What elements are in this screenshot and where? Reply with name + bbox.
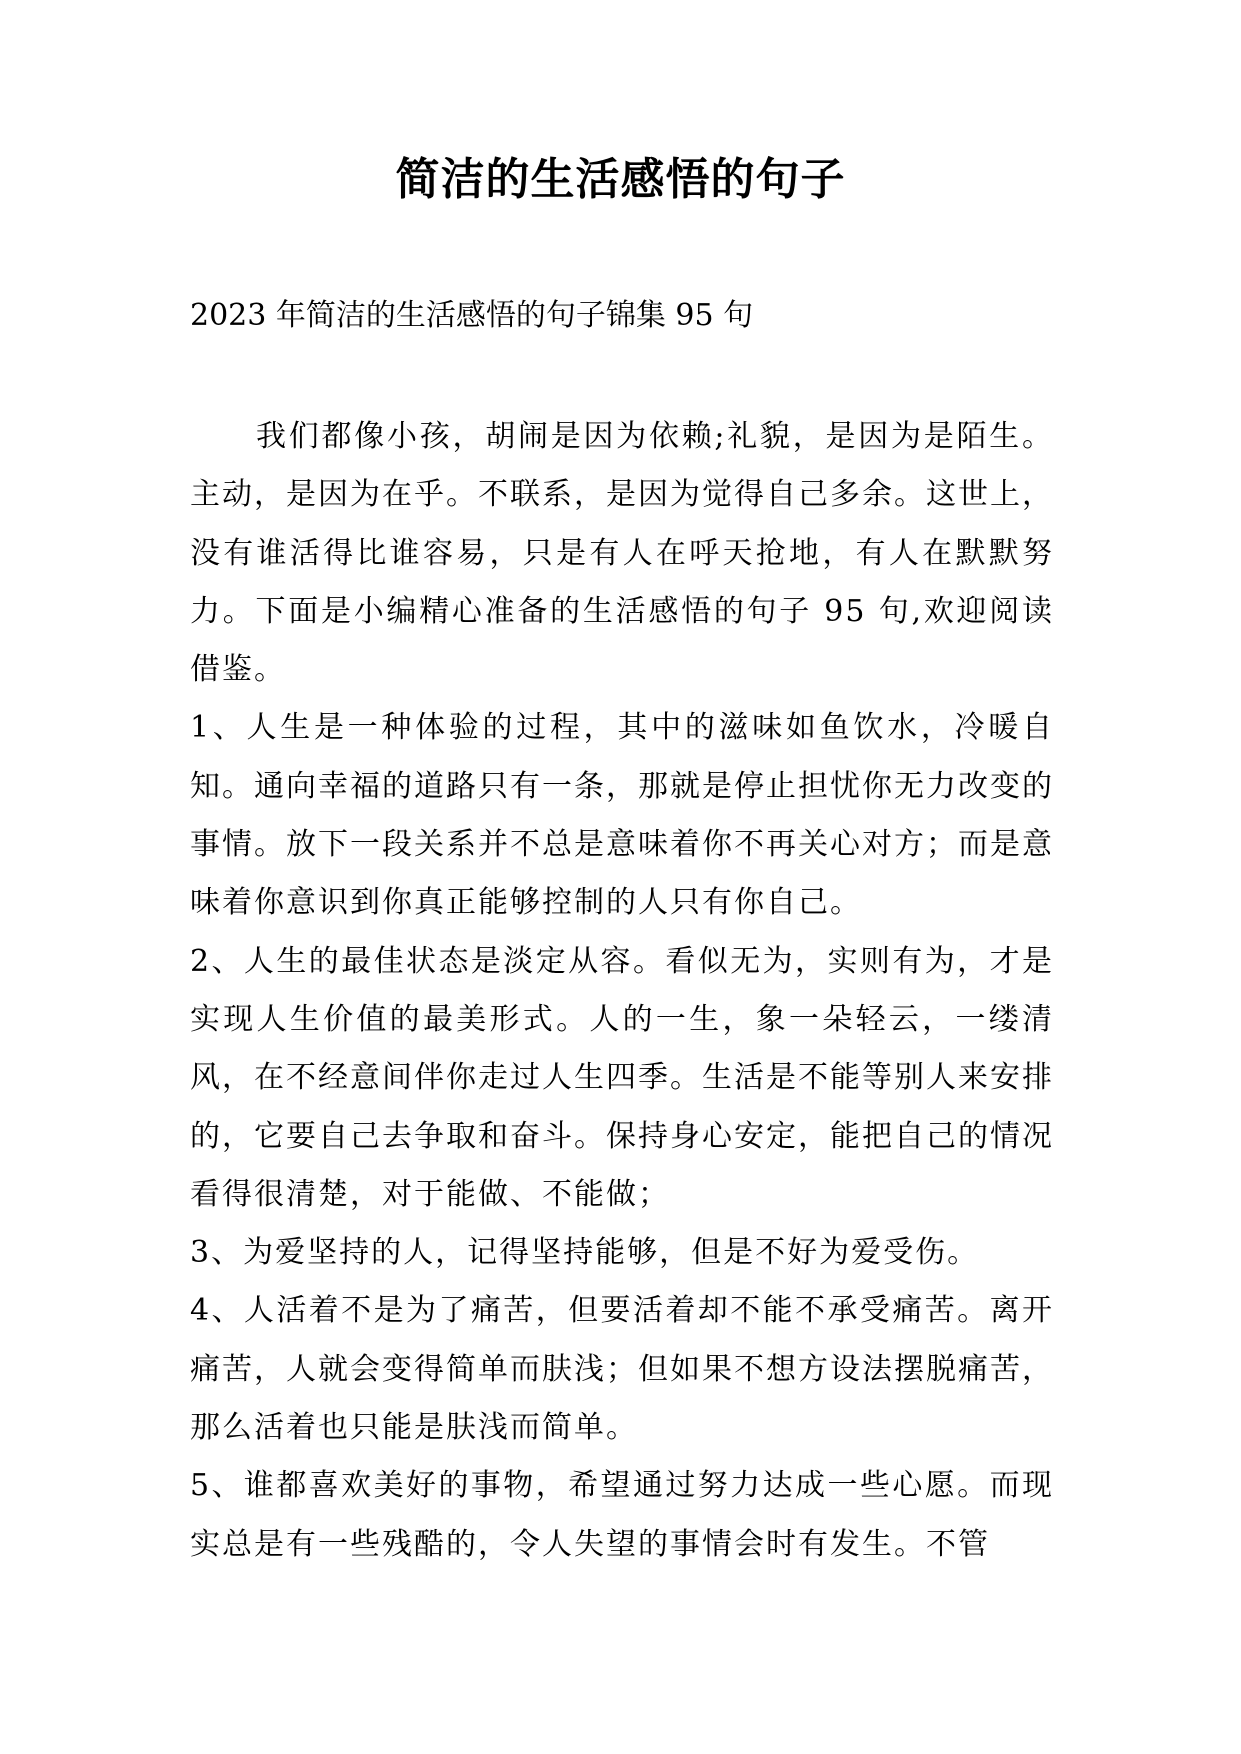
list-item: 5、谁都喜欢美好的事物，希望通过努力达成一些心愿。而现实总是有一些残酷的，令人失望的事情会时有发生。不管 — [190, 1468, 1054, 1562]
document-title: 简洁的生活感悟的句子 — [395, 154, 846, 205]
document-body — [190, 408, 1054, 1574]
list-item: 3、为爱坚持的人，记得坚持能够，但是不好为爱受伤。 — [190, 1235, 980, 1271]
list-item: 2、人生的最佳状态是淡定从容。看似无为，实则有为，才是实现人生价值的最美形式。人的一生，象一朵轻云，一缕清风，在不经意间伴你走过人生四季。生活是不能等别人来安排的，它要自己去争取和奋斗。保持身心安定，能把自己的情况看得很清楚，对于能做、不能做； — [190, 943, 1054, 1212]
list-item: 1、人生是一种体验的过程，其中的滋味如鱼饮水，冷暖自知。通向幸福的道路只有一条，那就是停止担忧你无力改变的事情。放下一段关系并不总是意味着你不再关心对方；而是意味着你意识到你真正能够控制的人只有你自己。 — [190, 710, 1054, 921]
intro-paragraph: 我们都像小孩，胡闹是因为依赖;礼貌，是因为是陌生。主动，是因为在乎。不联系，是因为觉得自己多余。这世上，没有谁活得比谁容易，只是有人在呼天抢地，有人在默默努力。下面是小编精心准备的生活感悟的句子 95 句,欢迎阅读借鉴。 — [190, 419, 1054, 688]
list-item: 4、人活着不是为了痛苦，但要活着却不能不承受痛苦。离开痛苦，人就会变得简单而肤浅；但如果不想方设法摆脱痛苦，那么活着也只能是肤浅而简单。 — [190, 1293, 1054, 1446]
document-subtitle: 2023 年简洁的生活感悟的句子锦集 95 句 — [190, 298, 754, 333]
